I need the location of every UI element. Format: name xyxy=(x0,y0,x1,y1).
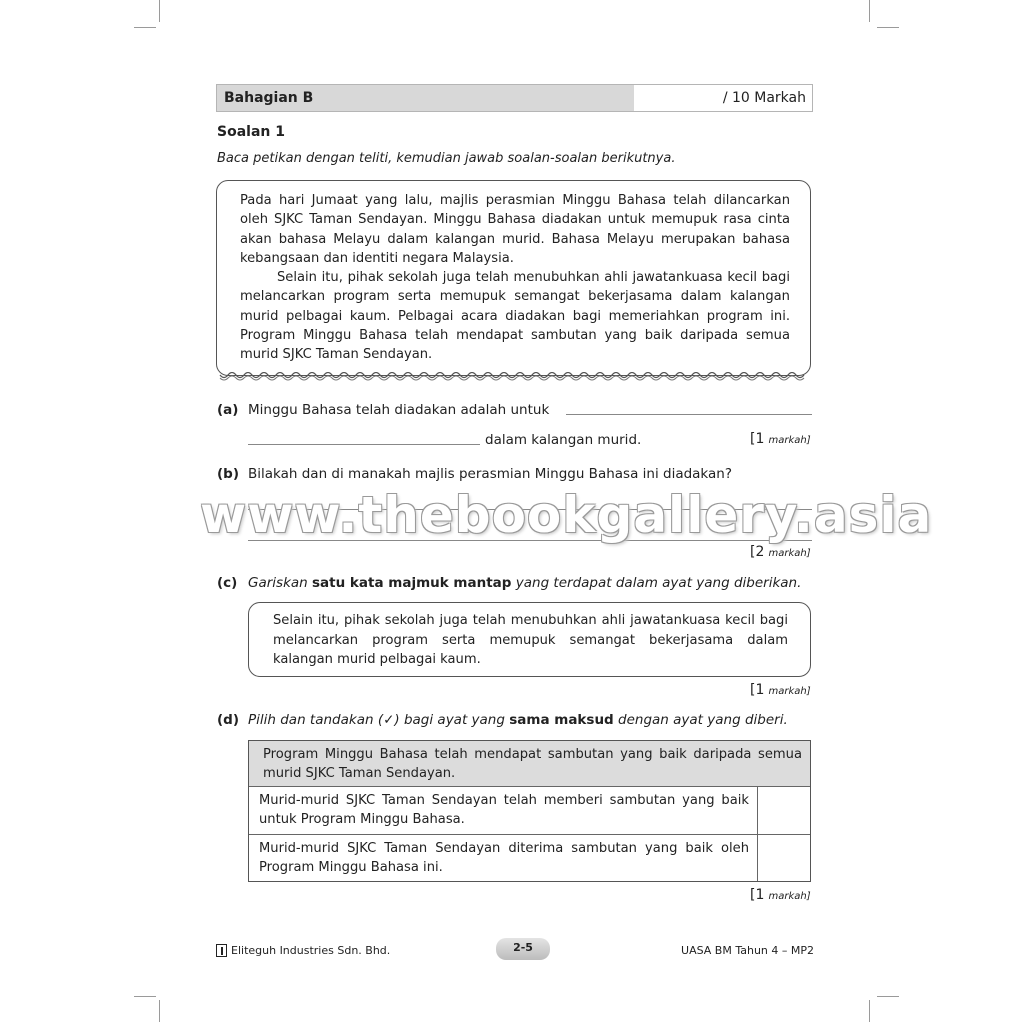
tick-box[interactable] xyxy=(757,787,810,834)
option-text: Murid-murid SJKC Taman Sendayan telah memberi sambutan yang baik untuk Program Minggu Bahasa. xyxy=(259,793,749,827)
option-row xyxy=(249,835,810,881)
footer-publisher xyxy=(216,944,390,957)
crop-mark xyxy=(869,0,870,22)
sentence-box: Selain itu, pihak sekolah juga telah menubuhkan ahli jawatankuasa kecil bagi melancarkan program serta memupuk semangat bekerjasama dalam kalangan murid pelbagai kaum. xyxy=(248,602,811,677)
part-d-text: Pilih dan tandakan (✓) bagi ayat yang sama maksud dengan ayat yang diberi. xyxy=(248,712,788,728)
crop-mark xyxy=(869,1000,870,1022)
choice-table xyxy=(248,740,811,882)
crop-mark xyxy=(877,27,899,28)
part-d-label: (d) xyxy=(217,712,240,728)
part-a-text: Minggu Bahasa telah diadakan adalah untuk xyxy=(248,402,550,418)
marks-label: [1 markah] xyxy=(750,431,811,447)
marks-label: [1 markah] xyxy=(750,682,811,698)
section-marks: / 10 Markah xyxy=(634,85,812,111)
page-number: 2-5 xyxy=(496,938,550,960)
passage-paragraph: Pada hari Jumaat yang lalu, majlis perasmian Minggu Bahasa telah dilancarkan oleh SJKC Taman Sendayan. Minggu Bahasa diadakan untuk memupuk rasa cinta akan bahasa Melayu dalam kalangan murid. Bahasa Melayu merupakan bahasa kebangsaan dan identiti negara Malaysia. xyxy=(240,193,790,266)
crop-mark xyxy=(159,0,160,22)
given-sentence-row xyxy=(249,741,810,787)
crop-mark xyxy=(134,27,156,28)
publisher-name: Eliteguh Industries Sdn. Bhd. xyxy=(231,944,391,957)
part-c-label: (c) xyxy=(217,575,238,591)
publisher-logo-icon xyxy=(216,944,227,957)
part-c-text: Gariskan satu kata majmuk mantap yang terdapat dalam ayat yang diberikan. xyxy=(248,575,802,591)
marks-label: [1 markah] xyxy=(750,887,811,903)
footer-book-title: UASA BM Tahun 4 – MP2 xyxy=(681,944,814,957)
section-header xyxy=(216,84,813,112)
given-sentence: Program Minggu Bahasa telah mendapat sambutan yang baik daripada semua murid SJKC Taman Sendayan. xyxy=(263,747,802,781)
watermark-text: www.thebookgallery.asia xyxy=(200,486,933,544)
part-b-text: Bilakah dan di manakah majlis perasmian Minggu Bahasa ini diadakan? xyxy=(248,466,733,482)
section-title: Bahagian B xyxy=(217,85,634,111)
marks-label: [2 markah] xyxy=(750,544,811,560)
option-row xyxy=(249,787,810,835)
answer-line[interactable] xyxy=(248,444,480,445)
crop-mark xyxy=(134,996,156,997)
answer-line[interactable] xyxy=(566,414,812,415)
crop-mark xyxy=(877,996,899,997)
option-text: Murid-murid SJKC Taman Sendayan diterima sambutan yang baik oleh Program Minggu Bahasa ini. xyxy=(259,841,749,875)
part-a-label: (a) xyxy=(217,402,239,418)
question-title: Soalan 1 xyxy=(217,124,285,140)
passage-paragraph: Selain itu, pihak sekolah juga telah menubuhkan ahli jawatankuasa kecil bagi melancarkan program serta memupuk semangat bekerjasama dalam kalangan murid pelbagai kaum. Pelbagai acara diadakan bagi memeriahkan program ini. Program Minggu Bahasa telah mendapat sambutan yang baik daripada semua murid SJKC Taman Sendayan. xyxy=(240,270,790,363)
wavy-border-decoration xyxy=(218,372,811,382)
part-a-text-continued: dalam kalangan murid. xyxy=(485,432,642,448)
part-b-label: (b) xyxy=(217,466,240,482)
question-instruction: Baca petikan dengan teliti, kemudian jawab soalan-soalan berikutnya. xyxy=(217,151,676,166)
crop-mark xyxy=(159,1000,160,1022)
reading-passage xyxy=(216,180,811,376)
tick-box[interactable] xyxy=(757,835,810,881)
